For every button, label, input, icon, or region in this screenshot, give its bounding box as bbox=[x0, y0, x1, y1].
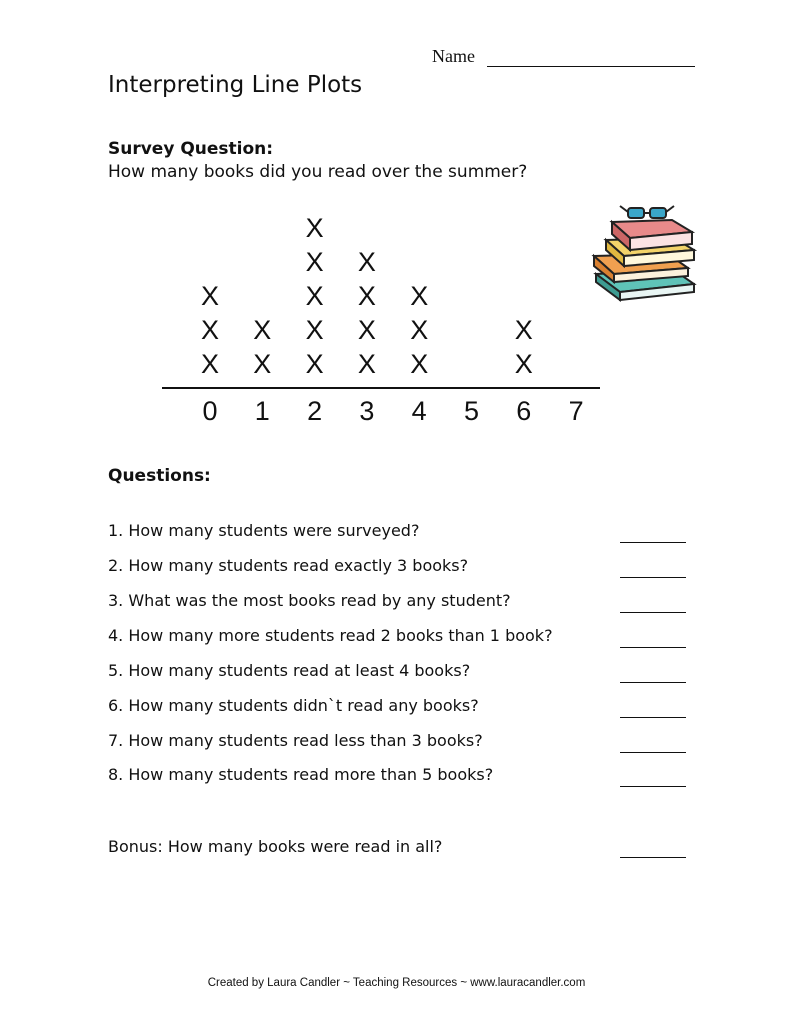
question-item: 7. How many students read less than 3 books? bbox=[108, 731, 483, 750]
plot-mark: X bbox=[357, 349, 376, 379]
answer-blank[interactable] bbox=[620, 752, 686, 753]
answer-blank[interactable] bbox=[620, 612, 686, 613]
question-item: 8. How many students read more than 5 books? bbox=[108, 765, 494, 784]
question-item: 5. How many students read at least 4 books? bbox=[108, 661, 471, 680]
question-item: 3. What was the most books read by any student? bbox=[108, 591, 511, 610]
survey-heading: Survey Question: bbox=[108, 139, 274, 159]
plot-mark: X bbox=[410, 315, 429, 345]
plot-mark: X bbox=[253, 315, 272, 345]
plot-mark: X bbox=[305, 247, 324, 277]
answer-blank[interactable] bbox=[620, 682, 686, 683]
answer-blank[interactable] bbox=[620, 542, 686, 543]
survey-question: How many books did you read over the summer? bbox=[108, 162, 528, 182]
plot-mark: X bbox=[200, 315, 220, 345]
plot-mark: X bbox=[357, 315, 376, 345]
plot-mark: X bbox=[514, 315, 533, 345]
tick-label: 1 bbox=[254, 396, 270, 426]
plot-mark: X bbox=[305, 213, 324, 243]
question-item: 4. How many more students read 2 books than 1 book? bbox=[108, 626, 553, 645]
bonus-answer-blank[interactable] bbox=[620, 857, 686, 858]
tick-label: 0 bbox=[202, 396, 218, 426]
plot-mark: X bbox=[253, 349, 272, 379]
footer-credit: Created by Laura Candler ~ Teaching Resources ~ www.lauracandler.com bbox=[207, 977, 586, 989]
tick-label: 3 bbox=[359, 396, 375, 426]
tick-label: 2 bbox=[307, 396, 323, 426]
name-label: Name bbox=[432, 46, 475, 66]
tick-label: 6 bbox=[516, 396, 532, 426]
answer-blank[interactable] bbox=[620, 577, 686, 578]
plot-mark: X bbox=[200, 349, 220, 379]
plot-mark: X bbox=[357, 281, 376, 311]
plot-mark: X bbox=[200, 281, 220, 311]
plot-mark: X bbox=[410, 281, 429, 311]
question-item: 1. How many students were surveyed? bbox=[108, 521, 420, 540]
tick-label: 4 bbox=[411, 396, 427, 426]
page-title: Interpreting Line Plots bbox=[108, 72, 363, 98]
plot-mark: X bbox=[305, 315, 324, 345]
plot-mark: X bbox=[305, 349, 324, 379]
tick-label: 7 bbox=[568, 396, 584, 426]
plot-mark: X bbox=[514, 349, 533, 379]
stack-of-books-icon bbox=[590, 204, 702, 304]
answer-blank[interactable] bbox=[620, 647, 686, 648]
answer-blank[interactable] bbox=[620, 786, 686, 787]
plot-mark: X bbox=[357, 247, 376, 277]
bonus-question: Bonus: How many books were read in all? bbox=[108, 837, 443, 856]
plot-mark: X bbox=[410, 349, 429, 379]
tick-label: 5 bbox=[463, 396, 480, 426]
questions-heading: Questions: bbox=[108, 466, 211, 486]
plot-mark: X bbox=[305, 281, 324, 311]
question-item: 2. How many students read exactly 3 books? bbox=[108, 556, 469, 575]
answer-blank[interactable] bbox=[620, 717, 686, 718]
question-item: 6. How many students didn`t read any books? bbox=[108, 696, 479, 715]
